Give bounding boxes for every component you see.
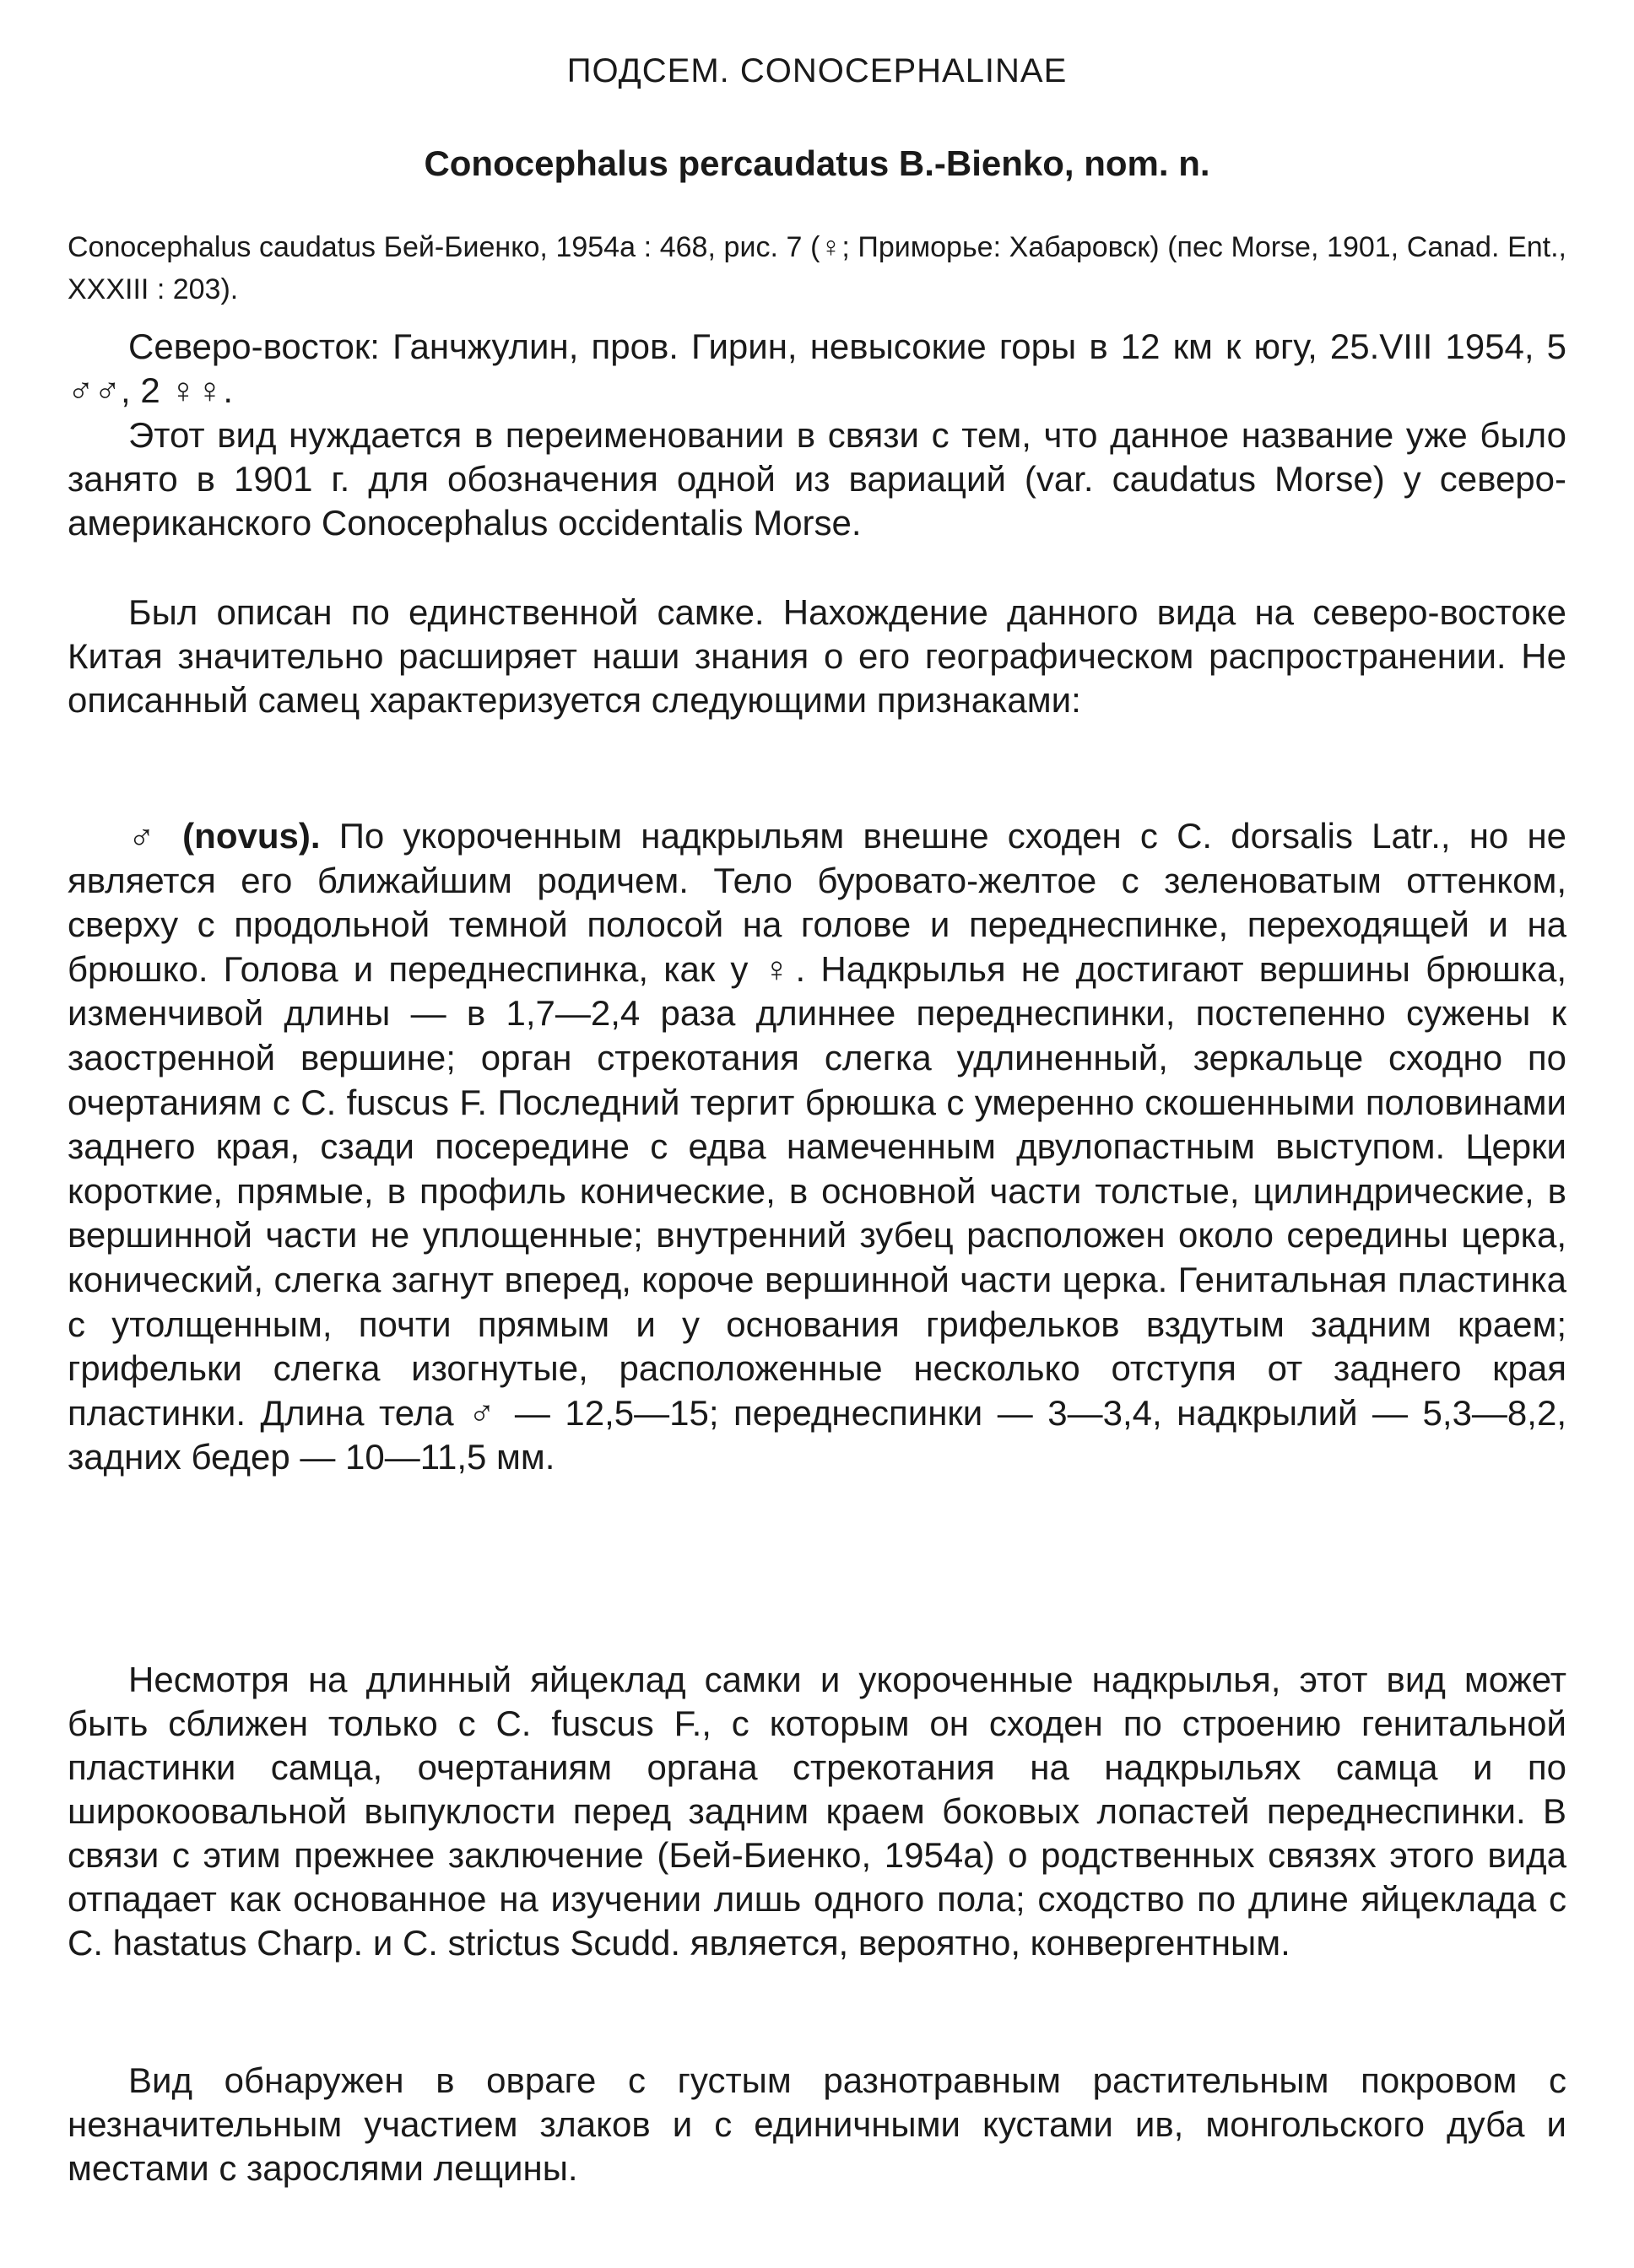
affinities-paragraph	[68, 1658, 1566, 1965]
locality-paragraph	[68, 325, 1566, 413]
renaming-text: Этот вид нуждается в переименовании в связи с тем, что данное название уже было занято в 1901 г. для обозначения одной из вариаций (var. caudatus Morse) у северо-американского Conocephalus occidentalis Morse.	[68, 415, 1566, 543]
male-description-paragraph	[68, 814, 1566, 1480]
subfamily-heading: ПОДСЕМ. CONOCEPHALINAE	[566, 52, 1068, 89]
description-intro-paragraph	[68, 591, 1566, 722]
affinities-text: Несмотря на длинный яйцеклад самки и укороченные надкрылья, этот вид может быть сближен только с C. fuscus F., с которым он сходен по строению генитальной пластинки самца, очертаниям органа стрекотания на надкрыльях самца и по широкоовальной выпуклости перед задним краем боковых лопастей переднеспинки. В связи с этим прежнее заключение (Бей-Биенко, 1954a) о родственных связях этого вида отпадает как основанное на изучении лишь одного пола; сходство по длине яйцеклада с C. hastatus Charp. и C. strictus Scudd. является, вероятно, конвергентным.	[68, 1660, 1566, 1963]
description-intro-text: Был описан по единственной самке. Нахождение данного вида на северо-востоке Китая значительно расширяет наши знания о его географическом распространении. Не описанный самец характеризуется следующими признаками:	[68, 592, 1566, 720]
species-title: Conocephalus percaudatus B.-Bienko, nom. n.	[424, 143, 1210, 183]
habitat-text: Вид обнаружен в овраге с густым разнотравным растительным покровом с незначительным участием злаков и с единичными кустами ив, монгольского дуба и местами с зарослями лещины.	[68, 2060, 1566, 2188]
locality-text: Северо-восток: Ганчжулин, пров. Гирин, невысокие горы в 12 км к югу, 25.VIII 1954, 5 ♂♂, 2 ♀♀.	[68, 327, 1566, 410]
male-description-text: По укороченным надкрыльям внешне сходен с C. dorsalis Latr., но не является его ближайшим родичем. Тело буровато-желтое с зеленоватым оттенком, сверху с продольной темной полосой на голове и переднеспинке, переходящей и на брюшко. Голова и переднеспинка, как у ♀. Надкрылья не достигают вершины брюшка, изменчивой длины — в 1,7—2,4 раза длиннее переднеспинки, постепенно сужены к заостренной вершине; орган стрекотания слегка удлиненный, зеркальце сходно по очертаниям с C. fuscus F. Последний тергит брюшка с умеренно скошенными половинами заднего края, сзади посередине с едва намеченным двулопастным выступом. Церки короткие, прямые, в профиль конические, в основной части толстые, цилиндрические, в вершинной части не уплощенные; внутренний зубец расположен около середины церка, конический, слегка загнут вперед, короче вершинной части церка. Генитальная пластинка с утолщенным, почти прямым и у основания грифельков вздутым задним краем; грифельки слегка изогнутые, расположенные несколько отступя от заднего края пластинки. Длина тела ♂ — 12,5—15; переднеспинки — 3—3,4, надкрылий — 5,3—8,2, задних бедер — 10—11,5 мм.	[68, 816, 1567, 1477]
habitat-paragraph	[68, 2059, 1566, 2190]
renaming-paragraph	[68, 413, 1566, 545]
male-novus-label: ♂ (novus).	[128, 816, 321, 856]
male-description-block	[68, 814, 1566, 1480]
synonymy-entry: Conocephalus caudatus Бей-Биенко, 1954a : 468, рис. 7 (♀; Приморье: Хабаровск) (пес Morse, 1901, Canad. Ent., XXXIII : 203).	[68, 231, 1566, 305]
